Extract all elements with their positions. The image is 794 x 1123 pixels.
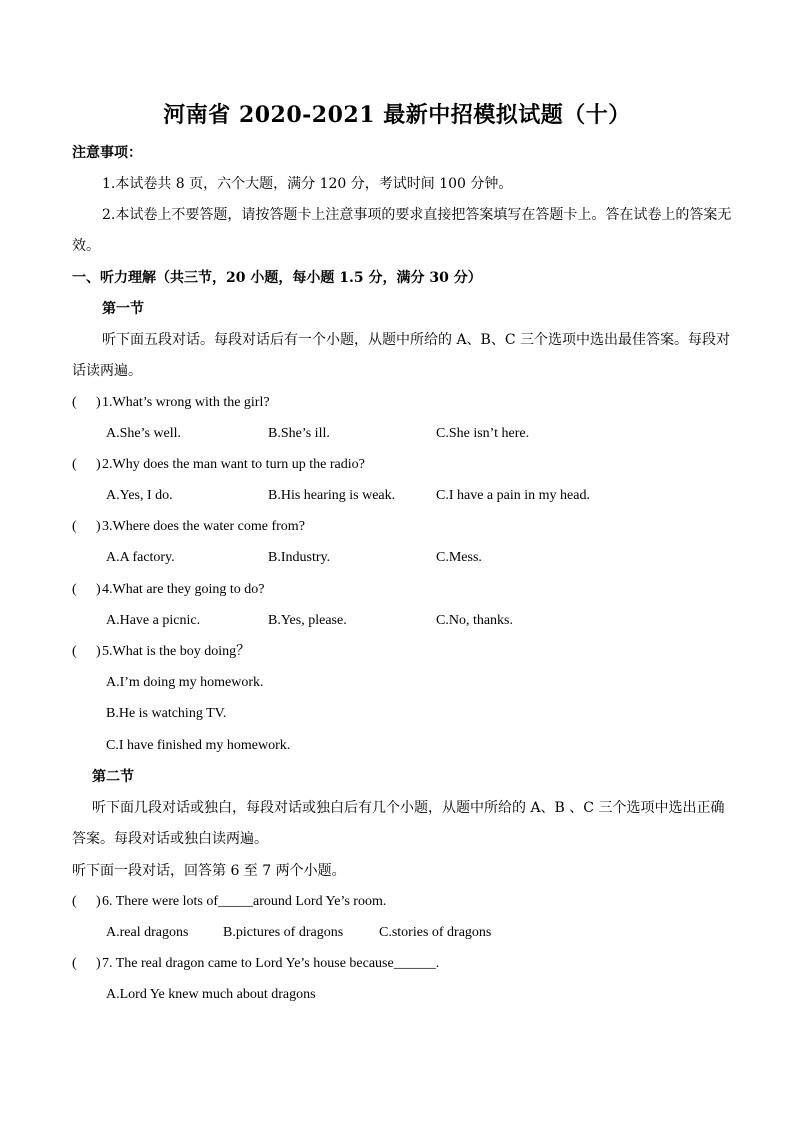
option-c: C.stories of dragons xyxy=(379,925,492,940)
option-b: B.His hearing is weak. xyxy=(268,488,396,503)
question-text: 6. There were lots of_____around Lord Ye’s room. xyxy=(102,894,387,909)
option-a: A.I’m doing my homework. xyxy=(106,675,264,690)
option-c: C.Mess. xyxy=(436,550,482,565)
option-b: B.Yes, please. xyxy=(268,613,347,628)
answer-blank-open: ( xyxy=(72,894,77,909)
part2-instruction-line-1: 听下面几段对话或独白，每段对话或独白后有几个小题，从题中所给的 A、B 、C 三个选项中选出正确 xyxy=(92,800,725,816)
part2-sub-instruction: 听下面一段对话，回答第 6 至 7 两个小题。 xyxy=(72,863,346,879)
question-text: 2.Why does the man want to turn up the radio? xyxy=(102,457,365,472)
question-text: 7. The real dragon came to Lord Ye’s house because______. xyxy=(102,956,440,971)
part2-instruction-line-2: 答案。每段对话或独白读两遍。 xyxy=(72,831,268,847)
answer-blank-open: ( xyxy=(72,582,77,597)
option-b: B.She’s ill. xyxy=(268,426,330,441)
option-b: B.pictures of dragons xyxy=(223,925,344,940)
part1-instruction-line-1: 听下面五段对话。每段对话后有一个小题，从题中所给的 A、B、C 三个选项中选出最佳答案。每段对 xyxy=(102,332,731,348)
question-text: 4.What are they going to do? xyxy=(102,582,265,597)
question-text: 5.What is the boy doing？ xyxy=(102,644,251,659)
question-text: 3.Where does the water come from? xyxy=(102,519,305,534)
answer-blank-open: ( xyxy=(72,457,77,472)
page-title: 河南省 2020-2021 最新中招模拟试题（十） xyxy=(163,102,631,128)
option-a: A.She’s well. xyxy=(106,426,182,441)
option-b: B.Industry. xyxy=(268,550,331,565)
notice-item-2-line-2: 效。 xyxy=(72,238,100,254)
option-c: C.No, thanks. xyxy=(436,613,513,628)
answer-blank-close: ) xyxy=(96,395,101,410)
answer-blank-open: ( xyxy=(72,519,77,534)
part1-heading: 第一节 xyxy=(102,301,144,317)
answer-blank-close: ) xyxy=(96,644,101,659)
answer-blank-open: ( xyxy=(72,956,77,971)
option-c: C.I have finished my homework. xyxy=(106,738,291,753)
notice-heading: 注意事项： xyxy=(72,145,142,161)
option-a: A.Have a picnic. xyxy=(106,613,201,628)
answer-blank-close: ) xyxy=(96,956,101,971)
answer-blank-open: ( xyxy=(72,395,77,410)
question-text: 1.What’s wrong with the girl? xyxy=(102,395,270,410)
option-b: B.He is watching TV. xyxy=(106,706,227,721)
answer-blank-close: ) xyxy=(96,894,101,909)
option-c: C.She isn’t here. xyxy=(436,426,530,441)
answer-blank-close: ) xyxy=(96,519,101,534)
answer-blank-close: ) xyxy=(96,457,101,472)
answer-blank-open: ( xyxy=(72,644,77,659)
option-a: A.A factory. xyxy=(106,550,175,565)
part2-heading: 第二节 xyxy=(92,769,134,785)
option-a: A.Lord Ye knew much about dragons xyxy=(106,987,316,1002)
option-a: A.Yes, I do. xyxy=(106,488,173,503)
option-a: A.real dragons xyxy=(106,925,189,940)
option-c: C.I have a pain in my head. xyxy=(436,488,590,503)
notice-item-1: 1.本试卷共 8 页，六个大题，满分 120 分，考试时间 100 分钟。 xyxy=(102,176,513,192)
section-heading: 一、听力理解（共三节，20 小题，每小题 1.5 分，满分 30 分） xyxy=(72,270,482,286)
notice-item-2-line-1: 2.本试卷上不要答题，请按答题卡上注意事项的要求直接把答案填写在答题卡上。答在试卷上的答案无 xyxy=(102,207,732,223)
answer-blank-close: ) xyxy=(96,582,101,597)
part1-instruction-line-2: 话读两遍。 xyxy=(72,363,142,379)
